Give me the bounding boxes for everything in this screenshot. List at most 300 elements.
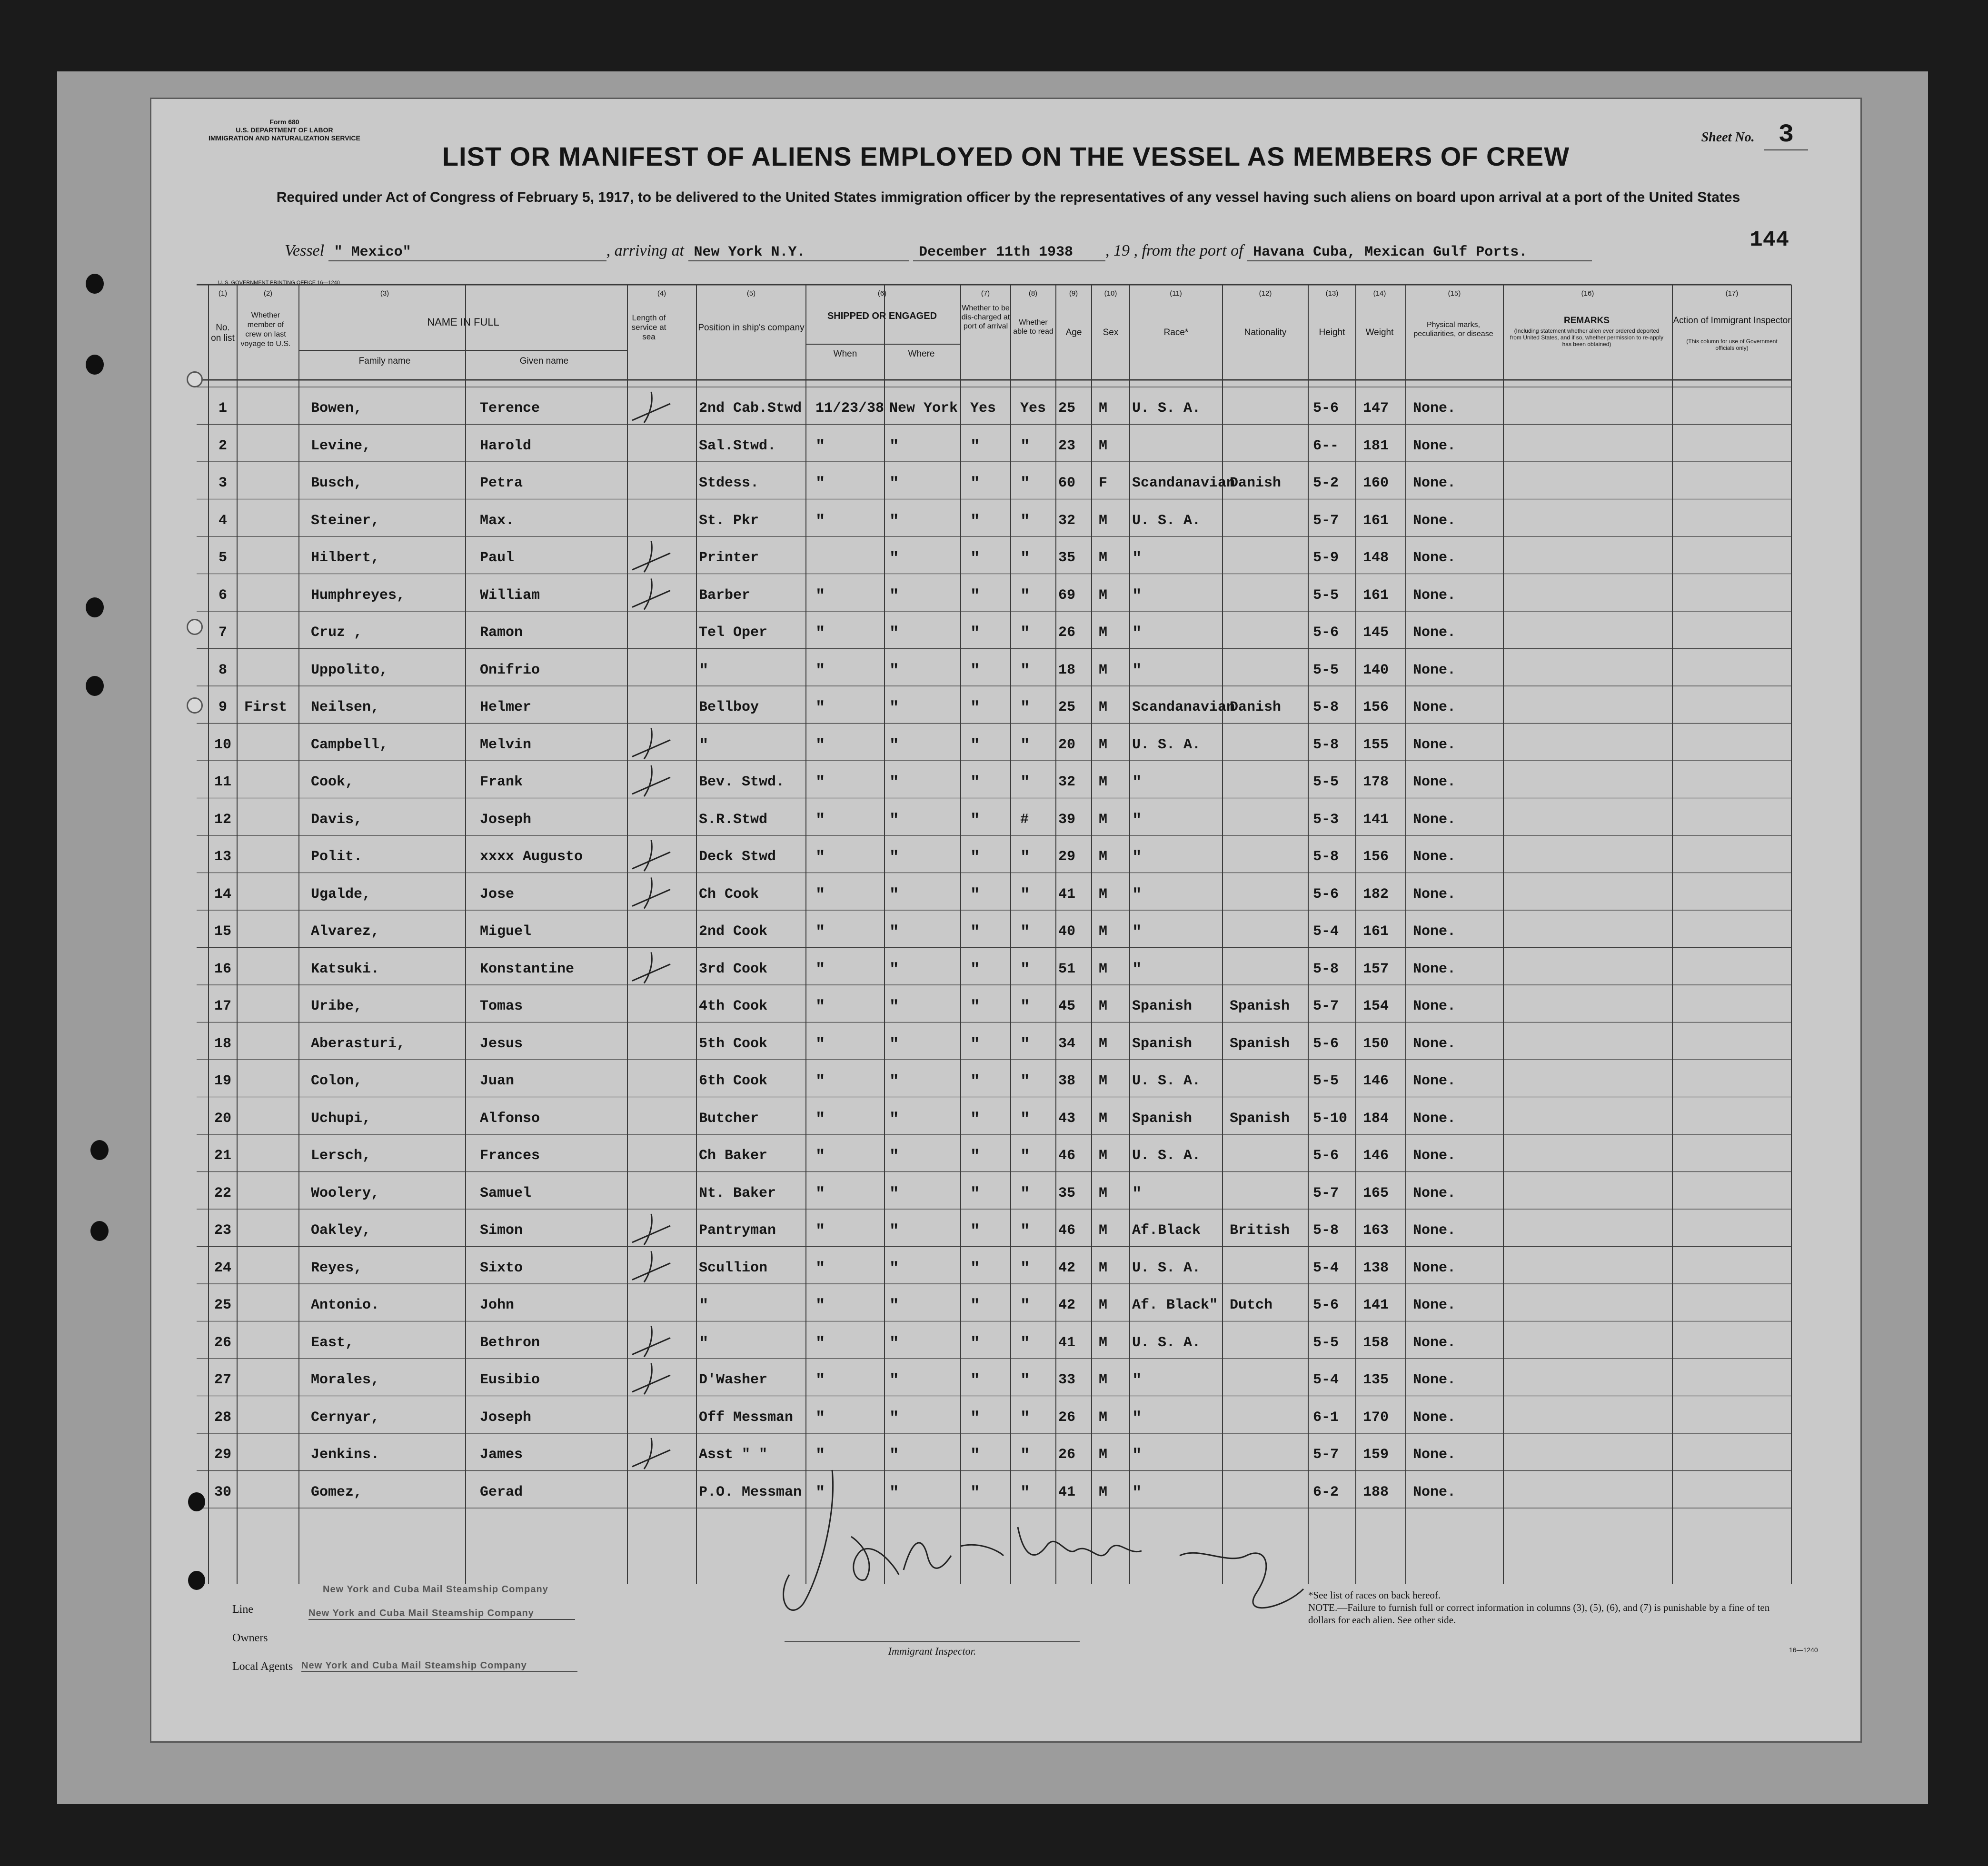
sex-cell: M (1099, 587, 1108, 604)
column-number: (1) (218, 289, 228, 298)
weight-cell: 182 (1363, 886, 1389, 903)
read-cell: " (1020, 550, 1030, 568)
height-cell: 5-10 (1313, 1110, 1348, 1127)
sex-cell: M (1099, 1484, 1108, 1500)
sex-cell: F (1099, 475, 1108, 491)
race-cell: " (1132, 550, 1142, 568)
member-cell: First (244, 699, 288, 715)
discharged-cell: " (970, 475, 980, 493)
family-name: Neilsen, (311, 699, 380, 715)
age-cell: 26 (1058, 1409, 1076, 1426)
age-cell: 38 (1058, 1073, 1076, 1089)
sex-cell: M (1099, 1409, 1108, 1426)
binder-hole (188, 1571, 205, 1590)
table-row (151, 499, 1860, 536)
shipped-when: " (815, 886, 825, 904)
given-name: Konstantine (480, 961, 575, 977)
read-cell: " (1020, 998, 1030, 1016)
agents-label: Local Agents (232, 1660, 293, 1673)
row-number: 29 (214, 1447, 231, 1463)
shipped-when: " (815, 849, 825, 867)
height-cell: 5-8 (1313, 736, 1339, 753)
race-cell: U. S. A. (1132, 736, 1201, 753)
position-cell: 5th Cook (699, 1035, 768, 1052)
height-cell: 5-7 (1313, 998, 1339, 1014)
punch-ring (187, 371, 203, 387)
physical-cell: None. (1413, 1297, 1456, 1313)
shipped-when: " (815, 512, 825, 531)
discharged-cell: " (970, 849, 980, 867)
race-cell: Af. Black" (1132, 1297, 1218, 1313)
given-name: Bethron (480, 1334, 540, 1351)
arrival-port: New York N.Y. (688, 244, 909, 261)
height-cell: 5-6 (1313, 625, 1339, 641)
read-cell: " (1020, 1484, 1030, 1502)
column-number: (8) (1028, 289, 1038, 298)
race-cell: Scandanavian (1132, 475, 1235, 491)
race-cell: U. S. A. (1132, 400, 1201, 417)
binder-hole (188, 1492, 205, 1511)
row-number: 6 (218, 587, 227, 604)
shipped-where: " (889, 1297, 899, 1315)
family-name: Busch, (311, 475, 363, 491)
weight-cell: 165 (1363, 1185, 1389, 1201)
weight-cell: 140 (1363, 662, 1389, 678)
position-cell: S.R.Stwd (699, 811, 768, 828)
race-cell: " (1132, 774, 1142, 792)
nationality-cell: Spanish (1230, 1035, 1290, 1052)
height-cell: 5-7 (1313, 1447, 1339, 1463)
given-name: Onifrio (480, 662, 540, 678)
shipped-where: " (889, 849, 899, 867)
page-title: LIST OR MANIFEST OF ALIENS EMPLOYED ON THE VESSEL AS MEMBERS OF CREW (442, 141, 1570, 171)
family-name: Gomez, (311, 1484, 363, 1500)
position-cell: St. Pkr (699, 512, 759, 529)
sex-cell: M (1099, 699, 1108, 715)
family-name: Cook, (311, 774, 354, 790)
table-row (151, 1321, 1860, 1359)
binder-hole (86, 676, 104, 696)
row-number: 20 (214, 1110, 231, 1127)
shipped-when: " (815, 923, 825, 942)
table-row (151, 1247, 1860, 1284)
table-row (151, 1134, 1860, 1171)
family-name: Jenkins. (311, 1447, 380, 1463)
discharged-cell: " (970, 1260, 980, 1278)
shipped-when: " (815, 1110, 825, 1129)
sex-cell: M (1099, 662, 1108, 678)
race-cell: Spanish (1132, 1035, 1193, 1052)
given-name: Helmer (480, 699, 532, 715)
read-cell: " (1020, 1222, 1030, 1241)
binder-hole (86, 597, 104, 617)
read-cell: " (1020, 512, 1030, 531)
port-from: Havana Cuba, Mexican Gulf Ports. (1247, 244, 1592, 261)
header-position: Position in ship's company (698, 323, 805, 333)
physical-cell: None. (1413, 1222, 1456, 1239)
given-name: Samuel (480, 1185, 532, 1201)
family-name: East, (311, 1334, 354, 1351)
shipped-when: " (815, 1484, 825, 1502)
discharged-cell: " (970, 923, 980, 942)
service: IMMIGRATION AND NATURALIZATION SERVICE (209, 134, 360, 142)
height-cell: 5-7 (1313, 1185, 1339, 1201)
read-cell: " (1020, 475, 1030, 493)
discharged-cell: " (970, 550, 980, 568)
row-number: 3 (218, 475, 227, 491)
height-cell: 5-4 (1313, 923, 1339, 940)
row-number: 18 (214, 1035, 231, 1052)
column-number: (10) (1104, 289, 1117, 298)
nationality-cell: Danish (1230, 475, 1282, 491)
given-name: Frank (480, 774, 523, 790)
height-cell: 6-- (1313, 437, 1339, 454)
column-number: (12) (1259, 289, 1272, 298)
read-cell: " (1020, 662, 1030, 680)
table-row (151, 536, 1860, 574)
column-number: (2) (263, 289, 273, 298)
read-cell: " (1020, 1148, 1030, 1166)
row-number: 24 (214, 1260, 231, 1276)
table-row (151, 1284, 1860, 1321)
read-cell: " (1020, 587, 1030, 605)
given-name: Sixto (480, 1260, 523, 1276)
row-number: 8 (218, 662, 227, 678)
sex-cell: M (1099, 923, 1108, 940)
read-cell: " (1020, 699, 1030, 717)
race-cell: " (1132, 662, 1142, 680)
height-cell: 5-6 (1313, 400, 1339, 417)
read-cell: " (1020, 1409, 1030, 1428)
height-cell: 5-6 (1313, 1148, 1339, 1164)
height-cell: 5-8 (1313, 961, 1339, 977)
read-cell: " (1020, 437, 1030, 456)
row-number: 1 (218, 400, 227, 417)
column-number: (6) (877, 289, 887, 298)
weight-cell: 161 (1363, 512, 1389, 529)
header-when: When (833, 349, 857, 359)
physical-cell: None. (1413, 923, 1456, 940)
discharged-cell: " (970, 1372, 980, 1390)
weight-cell: 156 (1363, 849, 1389, 865)
age-cell: 34 (1058, 1035, 1076, 1052)
shipped-when: " (815, 662, 825, 680)
read-cell: " (1020, 849, 1030, 867)
row-number: 21 (214, 1148, 231, 1164)
arrival-date: December 11th 1938 (913, 244, 1105, 261)
table-row (151, 873, 1860, 910)
weight-cell: 188 (1363, 1484, 1389, 1500)
position-cell: " (699, 1334, 709, 1353)
shipped-where: " (889, 475, 899, 493)
form-number: Form 680 (269, 118, 299, 126)
shipped-when: " (815, 961, 825, 979)
weight-cell: 156 (1363, 699, 1389, 715)
sex-cell: M (1099, 811, 1108, 828)
age-cell: 69 (1058, 587, 1076, 604)
row-number: 28 (214, 1409, 231, 1426)
row-number: 27 (214, 1372, 231, 1388)
header-action: Action of Immigrant Inspector (1673, 316, 1791, 326)
physical-cell: None. (1413, 1148, 1456, 1164)
weight-cell: 138 (1363, 1260, 1389, 1276)
read-cell: " (1020, 1297, 1030, 1315)
position-cell: 2nd Cook (699, 923, 768, 940)
table-row (151, 1060, 1860, 1097)
header-where: Where (908, 349, 935, 359)
weight-cell: 148 (1363, 550, 1389, 566)
race-cell: " (1132, 961, 1142, 979)
header-physical: Physical marks, peculiarities, or disease (1413, 321, 1493, 338)
height-cell: 5-5 (1313, 587, 1339, 604)
sex-cell: M (1099, 1222, 1108, 1239)
height-cell: 5-4 (1313, 1260, 1339, 1276)
given-name: James (480, 1447, 523, 1463)
position-cell: Tel Oper (699, 625, 768, 641)
shipped-when: " (815, 625, 825, 643)
race-cell: " (1132, 849, 1142, 867)
family-name: Uppolito, (311, 662, 388, 678)
binder-hole (90, 1221, 109, 1241)
weight-cell: 170 (1363, 1409, 1389, 1426)
row-number: 19 (214, 1073, 231, 1089)
manifest-form (150, 98, 1862, 1743)
table-row (151, 611, 1860, 648)
weight-cell: 178 (1363, 774, 1389, 790)
table-row (151, 1396, 1860, 1433)
binder-hole (86, 274, 104, 294)
shipped-where: " (889, 1484, 899, 1502)
given-name: Joseph (480, 1409, 532, 1426)
table-row (151, 1097, 1860, 1134)
weight-cell: 161 (1363, 923, 1389, 940)
read-cell: " (1020, 923, 1030, 942)
column-number: (9) (1069, 289, 1078, 298)
sheet-value: 3 (1764, 120, 1808, 150)
given-name: Gerad (480, 1484, 523, 1500)
discharged-cell: " (970, 699, 980, 717)
arriving-label: , arriving at (606, 242, 684, 259)
discharged-cell: Yes (970, 400, 996, 417)
shipped-when: " (815, 1334, 825, 1353)
column-number: (4) (657, 289, 666, 298)
given-name: Paul (480, 550, 515, 566)
age-cell: 39 (1058, 811, 1076, 828)
shipped-where: " (889, 923, 899, 942)
height-cell: 5-8 (1313, 1222, 1339, 1239)
family-name: Aberasturi, (311, 1035, 406, 1052)
age-cell: 41 (1058, 886, 1076, 903)
weight-cell: 135 (1363, 1372, 1389, 1388)
race-cell: U. S. A. (1132, 1334, 1201, 1351)
table-row (151, 425, 1860, 462)
document-number: 144 (1749, 228, 1789, 252)
binder-hole (86, 355, 104, 375)
age-cell: 32 (1058, 774, 1076, 790)
position-cell: Sal.Stwd. (699, 437, 776, 454)
shipped-where: " (889, 1260, 899, 1278)
shipped-when: " (815, 699, 825, 717)
shipped-where: " (889, 1148, 899, 1166)
given-name: Terence (480, 400, 540, 417)
header-age: Age (1065, 328, 1082, 337)
race-cell: Spanish (1132, 1110, 1193, 1127)
height-cell: 5-8 (1313, 699, 1339, 715)
height-cell: 6-2 (1313, 1484, 1339, 1500)
given-name: Max. (480, 512, 515, 529)
discharged-cell: " (970, 625, 980, 643)
race-cell: " (1132, 1484, 1142, 1502)
race-cell: Spanish (1132, 998, 1193, 1014)
discharged-cell: " (970, 1297, 980, 1315)
table-row (151, 1471, 1860, 1508)
position-cell: 6th Cook (699, 1073, 768, 1089)
race-cell: " (1132, 1447, 1142, 1465)
shipped-when: " (815, 1447, 825, 1465)
discharged-cell: " (970, 998, 980, 1016)
position-cell: " (699, 1297, 709, 1315)
row-number: 11 (214, 774, 231, 790)
header-action-sub: (This column for use of Government officials only) (1686, 338, 1778, 351)
table-row (151, 798, 1860, 835)
position-cell: 4th Cook (699, 998, 768, 1014)
row-number: 4 (218, 512, 227, 529)
weight-cell: 150 (1363, 1035, 1389, 1052)
owners-label: Owners (232, 1632, 268, 1644)
sex-cell: M (1099, 550, 1108, 566)
race-cell: U. S. A. (1132, 1148, 1201, 1164)
sex-cell: M (1099, 1372, 1108, 1388)
discharged-cell: " (970, 1148, 980, 1166)
shipped-where: " (889, 662, 899, 680)
physical-cell: None. (1413, 662, 1456, 678)
race-cell: Af.Black (1132, 1222, 1201, 1239)
given-name: Eusibio (480, 1372, 540, 1388)
table-row (151, 1022, 1860, 1060)
shipped-where: " (889, 774, 899, 792)
header-family-name: Family name (358, 356, 411, 366)
shipped-where: " (889, 625, 899, 643)
row-number: 25 (214, 1297, 231, 1313)
weight-cell: 158 (1363, 1334, 1389, 1351)
age-cell: 42 (1058, 1260, 1076, 1276)
height-cell: 5-5 (1313, 662, 1339, 678)
column-number: (17) (1725, 289, 1739, 298)
sex-cell: M (1099, 400, 1108, 417)
height-cell: 5-2 (1313, 475, 1339, 491)
header-race: Race* (1163, 328, 1189, 337)
read-cell: " (1020, 774, 1030, 792)
family-name: Woolery, (311, 1185, 380, 1201)
header-nationality: Nationality (1244, 328, 1287, 337)
height-cell: 6-1 (1313, 1409, 1339, 1426)
age-cell: 46 (1058, 1222, 1076, 1239)
position-cell: Deck Stwd (699, 849, 776, 865)
shipped-when: " (815, 998, 825, 1016)
physical-cell: None. (1413, 1409, 1456, 1426)
nationality-cell: British (1230, 1222, 1290, 1239)
discharged-cell: " (970, 587, 980, 605)
discharged-cell: " (970, 1110, 980, 1129)
age-cell: 26 (1058, 625, 1076, 641)
age-cell: 40 (1058, 923, 1076, 940)
position-cell: D'Washer (699, 1372, 768, 1388)
family-name: Uchupi, (311, 1110, 371, 1127)
position-cell: " (699, 662, 709, 680)
physical-cell: None. (1413, 1372, 1456, 1388)
read-cell: " (1020, 1447, 1030, 1465)
discharged-cell: " (970, 961, 980, 979)
shipped-when: " (815, 437, 825, 456)
physical-cell: None. (1413, 587, 1456, 604)
shipped-where: " (889, 961, 899, 979)
family-name: Oakley, (311, 1222, 371, 1239)
weight-cell: 157 (1363, 961, 1389, 977)
shipped-when: " (815, 811, 825, 830)
weight-cell: 147 (1363, 400, 1389, 417)
header-no-on-list: No. on list (211, 323, 235, 343)
vessel-name: " Mexico" (328, 244, 606, 261)
column-number: (15) (1448, 289, 1461, 298)
physical-cell: None. (1413, 699, 1456, 715)
physical-cell: None. (1413, 1260, 1456, 1276)
physical-cell: None. (1413, 475, 1456, 491)
table-row (151, 724, 1860, 761)
header-height: Height (1319, 328, 1345, 337)
family-name: Cruz , (311, 625, 363, 641)
given-name: Joseph (480, 811, 532, 828)
shipped-where: " (889, 1185, 899, 1203)
position-cell: Butcher (699, 1110, 759, 1127)
family-name: Alvarez, (311, 923, 380, 940)
family-name: Humphreyes, (311, 587, 406, 604)
table-row (151, 1172, 1860, 1209)
row-number: 17 (214, 998, 231, 1014)
race-cell: U. S. A. (1132, 1260, 1201, 1276)
age-cell: 20 (1058, 736, 1076, 753)
given-name: Petra (480, 475, 523, 491)
read-cell: " (1020, 886, 1030, 904)
row-number: 12 (214, 811, 231, 828)
header-weight: Weight (1365, 328, 1394, 337)
race-cell: U. S. A. (1132, 1073, 1201, 1089)
discharged-cell: " (970, 736, 980, 755)
discharged-cell: " (970, 1222, 980, 1241)
read-cell: " (1020, 1073, 1030, 1091)
page-subtitle: Required under Act of Congress of February 5, 1917, to be delivered to the United States immigration officer by the representatives of any vessel having such aliens on board upon arrival at a port of the United States (276, 189, 1740, 205)
age-cell: 18 (1058, 662, 1076, 678)
table-row (151, 761, 1860, 798)
discharged-cell: " (970, 1409, 980, 1428)
physical-cell: None. (1413, 849, 1456, 865)
weight-cell: 141 (1363, 811, 1389, 828)
position-cell: P.O. Messman (699, 1484, 802, 1500)
position-cell: Asst " " (699, 1447, 768, 1463)
family-name: Colon, (311, 1073, 363, 1089)
height-cell: 5-6 (1313, 886, 1339, 903)
table-row (151, 387, 1860, 424)
header-name-in-full: NAME IN FULL (427, 316, 499, 328)
shipped-when: " (815, 1409, 825, 1428)
table-row (151, 985, 1860, 1022)
race-cell: " (1132, 886, 1142, 904)
shipped-when: " (815, 1073, 825, 1091)
given-name: William (480, 587, 540, 604)
weight-cell: 155 (1363, 736, 1389, 753)
read-cell: " (1020, 625, 1030, 643)
discharged-cell: " (970, 437, 980, 456)
discharged-cell: " (970, 1334, 980, 1353)
